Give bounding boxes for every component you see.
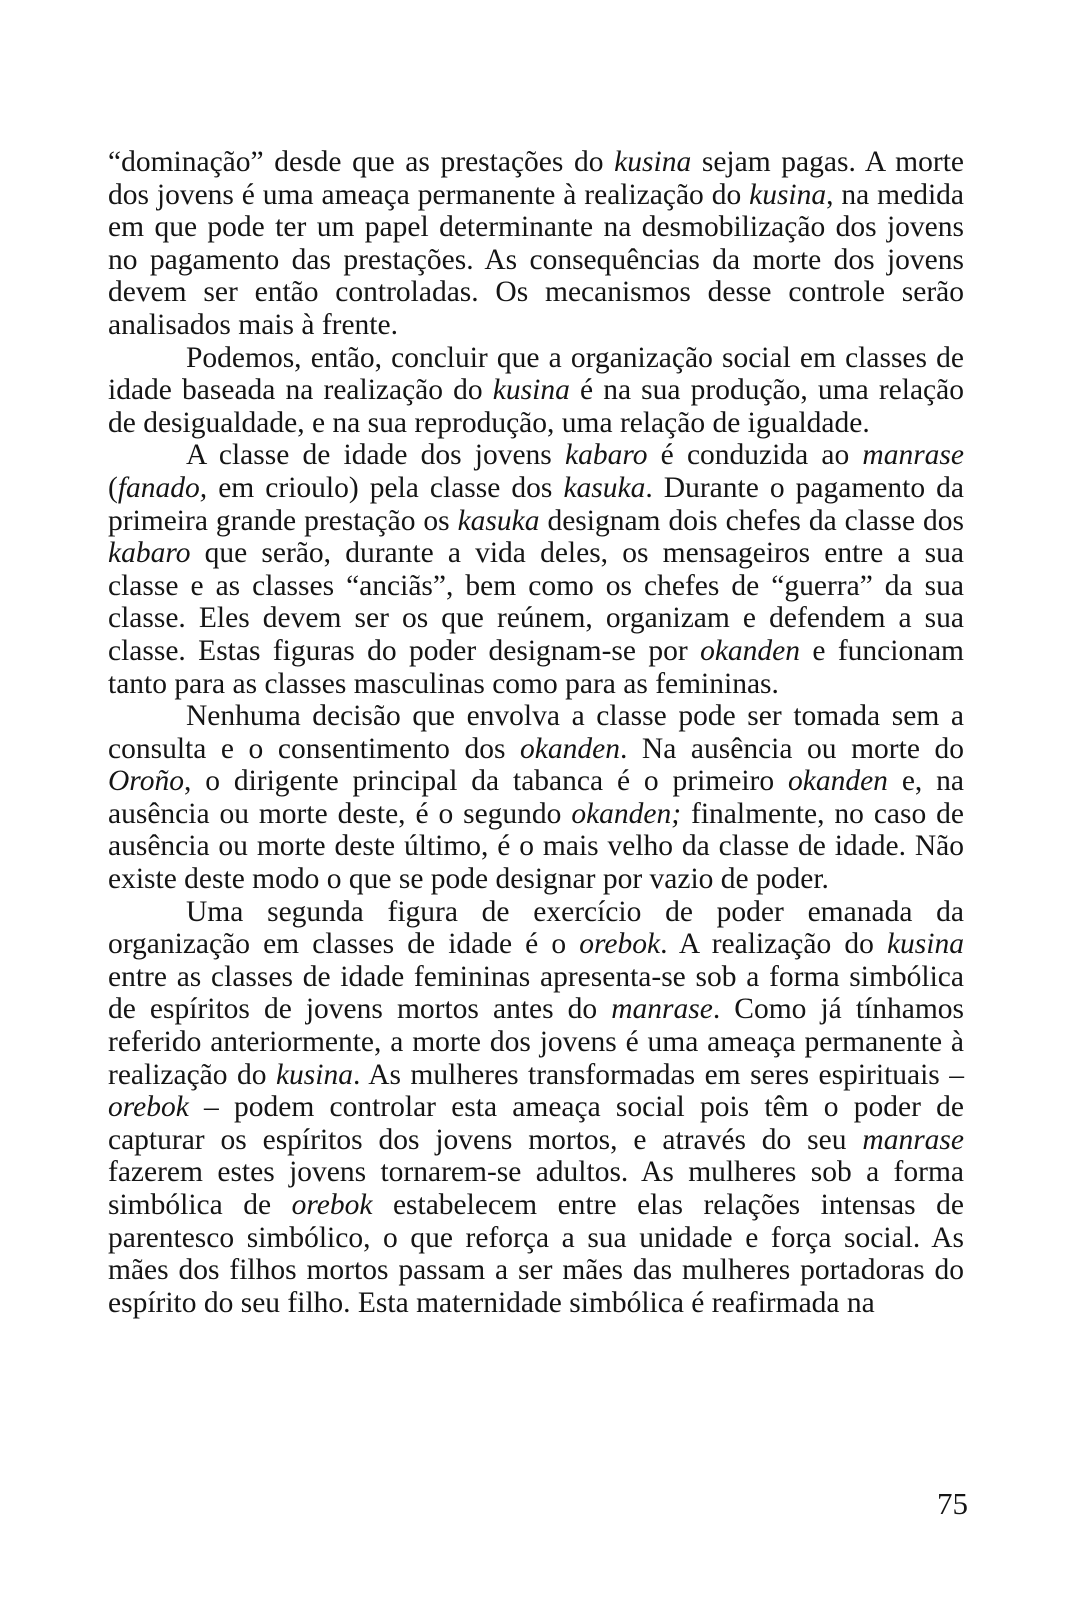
paragraph-2: [108, 342, 964, 440]
paragraph-3-segment-2: kabaro: [564, 439, 648, 472]
paragraph-3-segment-15: e funcionam tanto para as classes masculinas como para as femininas.: [108, 634, 964, 700]
paragraph-5-segment-1: Uma segunda figura de exercício de poder emanada da organização em classes de idade é o: [108, 895, 964, 961]
paragraph-3-segment-6: fanado,: [117, 471, 208, 504]
paragraph-2-segment-2: kusina: [492, 374, 570, 407]
paragraph-5-segment-3: . A realização do: [660, 928, 887, 961]
paragraph-5-segment-14: orebok: [291, 1189, 373, 1221]
paragraph-3-segment-5: (: [108, 471, 118, 504]
paragraph-3-segment-8: kasuka: [563, 471, 646, 504]
paragraph-5: [108, 896, 964, 1320]
paragraph-4-segment-4: Oroño: [108, 765, 184, 798]
paragraph-3-segment-7: em crioulo) pela classe dos: [207, 471, 564, 504]
paragraph-4-segment-7: e, na ausência ou morte deste, é o segundo: [108, 765, 964, 830]
paragraph-5-segment-9: . As mulheres transformadas em seres espirituais –: [352, 1058, 964, 1091]
paragraph-1: [108, 146, 964, 342]
paragraph-5-segment-15: estabelecem entre elas relações intensas de parentesco simbólico, o que reforça a sua unidade e força social. As mães dos filhos mortos passam a ser mães das mulheres portadoras do espírito do seu filho. Esta maternidade simbólica é reafirmada na: [108, 1189, 964, 1319]
paragraph-4-segment-9: finalmente, no caso de ausência ou morte deste último, é o mais velho da classe de idade. Não existe deste modo o que se pode designar por vazio de poder.: [108, 797, 964, 896]
paragraph-3-segment-9: . Durante o pagamento da primeira grande prestação os: [108, 471, 964, 537]
paragraph-5-segment-12: manrase: [862, 1123, 964, 1156]
paragraph-5-segment-2: orebok: [579, 928, 661, 961]
paragraph-5-segment-10: orebok: [108, 1091, 189, 1124]
page-body: [108, 146, 964, 1319]
paragraph-4-segment-5: , o dirigente principal da tabanca é o primeiro: [183, 765, 788, 798]
paragraph-1-segment-3: sejam pagas. A morte dos jovens é uma ameaça permanente à realização do: [108, 146, 964, 211]
paragraph-3-segment-12: kabaro: [108, 537, 191, 570]
paragraph-5-segment-5: entre as classes de idade femininas apresenta-se sob a forma simbólica de espíritos de jovens mortos antes do: [108, 960, 964, 1026]
paragraph-5-segment-6: manrase: [611, 993, 713, 1026]
paragraph-3-segment-10: kasuka: [457, 504, 540, 537]
paragraph-3-segment-3: é conduzida ao: [647, 439, 863, 472]
paragraph-5-segment-4: kusina: [886, 928, 964, 961]
paragraph-3-segment-4: manrase: [862, 439, 964, 472]
paragraph-5-segment-13: fazerem estes jovens tornarem-se adultos. As mulheres sob a forma simbólica de: [108, 1156, 964, 1221]
paragraph-5-segment-11: – podem controlar esta ameaça social pois têm o poder de capturar os espíritos dos jovens mortos, e através do seu: [108, 1091, 964, 1156]
paragraph-4-segment-8: okanden;: [571, 797, 682, 830]
page-number: 75: [937, 1486, 968, 1521]
paragraph-3-segment-1: A classe de idade dos jovens: [186, 439, 565, 472]
paragraph-3: [108, 439, 964, 700]
paragraph-2-segment-1: Podemos, então, concluir que a organização social em classes de idade baseada na realização do: [108, 341, 964, 407]
paragraph-4-segment-2: okanden: [520, 732, 620, 765]
paragraph-5-segment-8: kusina: [275, 1058, 353, 1091]
paragraph-1-segment-5: , na medida em que pode ter um papel determinante na desmobilização dos jovens no pagamento das prestações. As consequências da morte dos jovens devem ser então controladas. Os mecanismos desse controle serão analisados mais à frente.: [108, 178, 964, 341]
paragraph-4-segment-1: Nenhuma decisão que envolva a classe pode ser tomada sem a consulta e o consentimento dos: [108, 700, 964, 765]
paragraph-5-segment-7: . Como já tínhamos referido anteriormente, a morte dos jovens é uma ameaça permanente à realização do: [108, 993, 965, 1091]
paragraph-4-segment-6: okanden: [788, 765, 888, 798]
paragraph-4-segment-3: . Na ausência ou morte do: [619, 732, 964, 765]
paragraph-1-segment-4: kusina: [749, 178, 827, 211]
paragraph-3-segment-13: que serão, durante a vida deles, os mensageiros entre a sua classe e as classes “anciãs”, bem como os chefes de “guerra” da sua classe. Eles devem ser os que reúnem, organizam e defendem a sua classe. Estas figuras do poder designam-se por: [108, 537, 964, 667]
paragraph-1-segment-2: kusina: [614, 146, 692, 178]
paragraph-1-segment-1: “dominação” desde que as prestações do: [108, 146, 615, 178]
paragraph-3-segment-14: okanden: [700, 634, 800, 667]
paragraph-4: [108, 700, 964, 896]
paragraph-2-segment-3: é na sua produção, uma relação de desigualdade, e na sua reprodução, uma relação de igualdade.: [108, 374, 964, 439]
paragraph-3-segment-11: designam dois chefes da classe dos: [539, 504, 964, 537]
